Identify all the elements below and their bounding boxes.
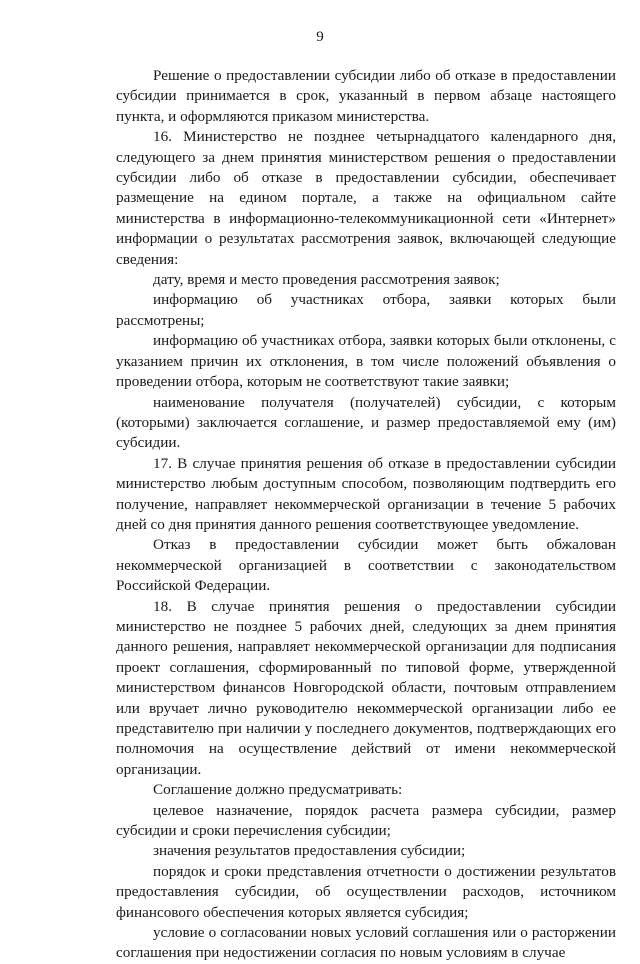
paragraph-item-18: 18. В случае принятия решения о предоставлении субсидии министерство не позднее 5 рабочих дней, следующих за днем принятия данного решения, направляет некоммерческой организации для подписания проект соглашения, сформированный по типовой форме, утвержденной министерством финансов Новгородской области, почтовым отправлением или вручает лично руководителю некоммерческой организации либо ее представителю при наличии у последнего документов, подтверждающих его полномочия на осуществление действий от имени некоммерческой организации. (116, 597, 616, 778)
list-item-recipient-name: наименование получателя (получателей) субсидии, с которым (которыми) заключается соглашение, и размер предоставляемой ему (им) субсидии. (116, 393, 616, 452)
list-item-considered-participants: информацию об участниках отбора, заявки которых были рассмотрены; (116, 291, 616, 329)
document-body (116, 66, 616, 964)
paragraph-item-16: 16. Министерство не позднее четырнадцатого календарного дня, следующего за днем принятия министерством решения о предоставлении субсидии либо об отказе в предоставлении субсидии, обеспечивает размещение на едином портале, а также на официальном сайте министерства в информационно-телекоммуникационной сети «Интернет» информации о результатах рассмотрения заявок, включающей следующие сведения: (116, 128, 616, 268)
list-item-result-values: значения результатов предоставления субсидии; (153, 842, 466, 860)
list-item-date-time-place: дату, время и место проведения рассмотрения заявок; (153, 271, 500, 289)
list-item-rejected-participants: информацию об участниках отбора, заявки которых были отклонены, с указанием причин их отклонения, в том числе положений объявления о проведении отбора, которым не соответствуют такие заявки; (116, 332, 616, 391)
page-number: 9 (316, 29, 324, 45)
list-item-new-conditions: условие о согласовании новых условий соглашения или о расторжении соглашения при недостижении согласия по новым условиям в случае (116, 924, 616, 962)
list-item-purpose-calculation: целевое назначение, порядок расчета размера субсидии, размер субсидии и сроки перечисления субсидии; (116, 801, 616, 840)
list-item-reporting-procedure: порядок и сроки представления отчетности о достижении результатов предоставления субсидии, об осуществлении расходов, источником финансового обеспечения которых является субсидия; (116, 862, 616, 921)
paragraph-refusal-appeal: Отказ в предоставлении субсидии может быть обжалован некоммерческой организацией в соответствии с законодательством Российской Федерации. (116, 536, 616, 595)
paragraph-agreement-provisions: Соглашение должно предусматривать: (153, 781, 403, 799)
paragraph-item-17: 17. В случае принятия решения об отказе в предоставлении субсидии министерство любым доступным способом, позволяющим подтвердить его получение, направляет некоммерческой организации в течение 5 рабочих дней со дня принятия данного решения соответствующее уведомление. (116, 454, 616, 533)
paragraph-decision-deadline: Решение о предоставлении субсидии либо об отказе в предоставлении субсидии принимается в срок, указанный в первом абзаце настоящего пункта, и оформляются приказом министерства. (116, 67, 616, 125)
